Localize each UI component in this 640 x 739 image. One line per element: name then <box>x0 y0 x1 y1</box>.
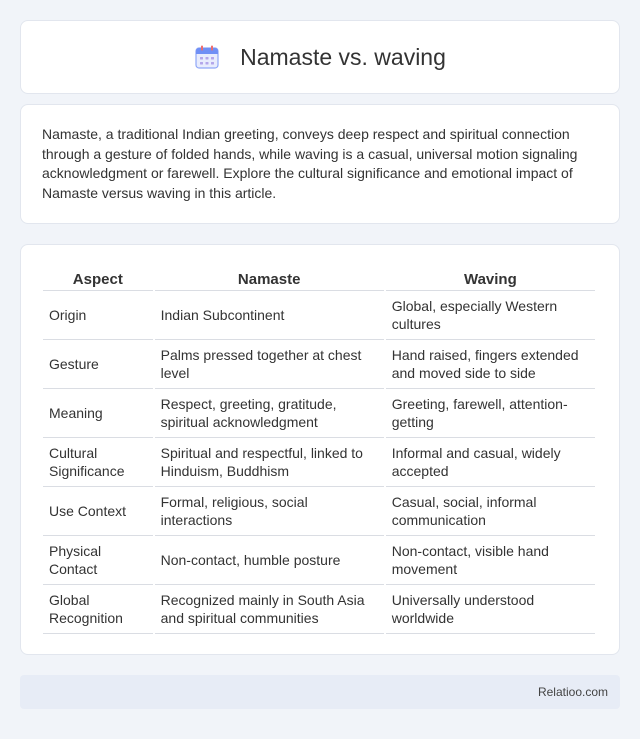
cell-aspect: Cultural Significance <box>43 438 153 487</box>
table-row <box>43 438 595 487</box>
intro-card <box>20 104 620 224</box>
cell-waving: Greeting, farewell, attention-getting <box>386 389 595 438</box>
cell-namaste: Palms pressed together at chest level <box>155 340 384 389</box>
cell-waving: Casual, social, informal communication <box>386 487 595 536</box>
cell-waving: Non-contact, visible hand movement <box>386 536 595 585</box>
comparison-table <box>41 265 597 634</box>
calendar-icon <box>194 44 220 70</box>
cell-aspect: Physical Contact <box>43 536 153 585</box>
cell-aspect: Meaning <box>43 389 153 438</box>
cell-namaste: Indian Subcontinent <box>155 291 384 340</box>
column-header-aspect: Aspect <box>43 265 153 291</box>
cell-namaste: Formal, religious, social interactions <box>155 487 384 536</box>
cell-aspect: Global Recognition <box>43 585 153 634</box>
cell-waving: Informal and casual, widely accepted <box>386 438 595 487</box>
table-row <box>43 487 595 536</box>
table-row <box>43 291 595 340</box>
header-inner <box>194 44 446 71</box>
table-row <box>43 340 595 389</box>
table-row <box>43 536 595 585</box>
header-card <box>20 20 620 94</box>
cell-waving: Global, especially Western cultures <box>386 291 595 340</box>
footer <box>20 675 620 709</box>
intro-text: Namaste, a traditional Indian greeting, conveys deep respect and spiritual connection through a gesture of folded hands, while waving is a casual, universal motion signaling acknowledgment or farewell. Explore the cultural significance and emotional impact of Namaste versus waving in this article. <box>42 126 578 201</box>
table-header-row <box>43 265 595 291</box>
table-card <box>20 244 620 655</box>
cell-waving: Universally understood worldwide <box>386 585 595 634</box>
table-row <box>43 585 595 634</box>
column-header-waving: Waving <box>386 265 595 291</box>
footer-site-name: Relatioo.com <box>537 685 608 699</box>
cell-namaste: Spiritual and respectful, linked to Hinduism, Buddhism <box>155 438 384 487</box>
cell-namaste: Recognized mainly in South Asia and spiritual communities <box>155 585 384 634</box>
page-title: Namaste vs. waving <box>240 43 446 70</box>
cell-aspect: Use Context <box>43 487 153 536</box>
cell-namaste: Non-contact, humble posture <box>155 536 384 585</box>
cell-aspect: Origin <box>43 291 153 340</box>
cell-namaste: Respect, greeting, gratitude, spiritual acknowledgment <box>155 389 384 438</box>
column-header-namaste: Namaste <box>155 265 384 291</box>
cell-aspect: Gesture <box>43 340 153 389</box>
table-row <box>43 389 595 438</box>
cell-waving: Hand raised, fingers extended and moved side to side <box>386 340 595 389</box>
